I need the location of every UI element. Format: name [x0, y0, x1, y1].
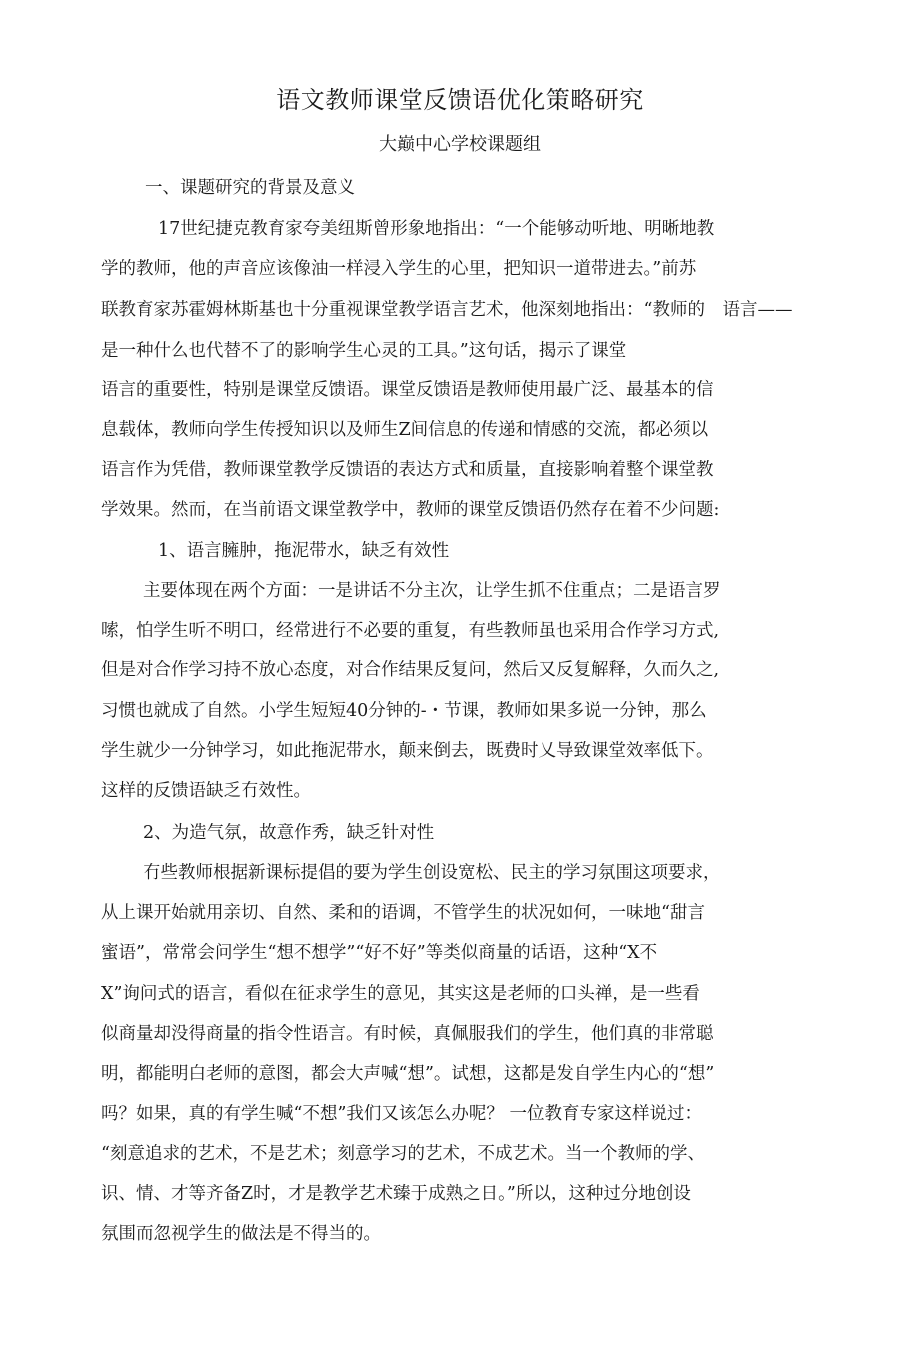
paragraph-line: 但是对合作学习持不放心态度，对合作结果反复问，然后又反复解释，久而久之, — [101, 660, 720, 680]
paragraph-line: 息载体，教师向学生传授知识以及师生Z间信息的传递和情感的交流，都必须以 — [101, 420, 709, 440]
paragraph-line: 学的教师，他的声音应该像油一样浸入学生的心里，把知识一道带进去。”前苏 — [101, 259, 697, 279]
subsection-heading: 1、语言臃肿，拖泥带水，缺乏有效性 — [158, 541, 450, 561]
paragraph-line: 嗦，怕学生听不明口，经常进行不必要的重复，有些教师虽也采用合作学习方式, — [101, 621, 720, 641]
paragraph-line: 明，都能明白老师的意图，都会大声喊“想”。试想，这都是发自学生内心的“想” — [101, 1064, 715, 1084]
document-author: 大巅中心学校课题组 — [379, 134, 541, 155]
paragraph-line: 氛围而忽视学生的做法是不得当的。 — [101, 1224, 381, 1244]
paragraph-line: 主要体现在两个方面：一是讲话不分主次，让学生抓不住重点；二是语言罗 — [143, 581, 721, 601]
paragraph-line: 吗？如果，真的有学生喊“不想”我们又该怎么办呢？ 一位教育专家这样说过： — [101, 1104, 702, 1124]
paragraph-line: 冇些教师根据新课标提倡的要为学生创设宽松、民主的学习氛围这项要求， — [143, 863, 721, 883]
paragraph-line: 语言的重要性，特别是课堂反馈语。课堂反馈语是教师使用最广泛、最基本的信 — [101, 380, 714, 400]
paragraph-line: 是一种什么也代替不了的影响学生心灵的工具。”这句话，揭示了课堂 — [101, 341, 627, 361]
paragraph-line: 似商量却没得商量的指令性语言。有时候，真佩服我们的学生，他们真的非常聪 — [101, 1024, 714, 1044]
paragraph-line: 学效果。然而，在当前语文课堂教学中，教师的课堂反馈语仍然存在着不少问题: — [101, 500, 720, 520]
paragraph-line: “刻意追求的艺术，不是艺术；刻意学习的艺术，不成艺术。当一个教师的学、 — [101, 1144, 705, 1164]
paragraph-line: 语言作为凭借，教师课堂教学反馈语的表达方式和质量，直接影响着整个课堂教 — [101, 460, 714, 480]
paragraph-line: 蜜语”，常常会问学生“想不想学”“好不好”等类似商量的话语，这种“X不 — [101, 943, 658, 963]
subsection-heading: 2、为造气氛，故意作秀，缺乏针对性 — [143, 823, 435, 843]
paragraph-line: 从上课开始就用亲切、自然、柔和的语调，不管学生的状况如何，一味地“甜言 — [101, 903, 705, 923]
paragraph-line: 习惯也就成了自然。小学生短短40分钟的-・节课，教师如果多说一分钟，那么 — [101, 701, 707, 721]
paragraph-line: 联教育家苏霍姆林斯基也十分重视课堂教学语言艺术，他深刻地指出：“教师的 语言—— — [101, 300, 793, 320]
paragraph-line: 识、情、才等齐备Z时，才是教学艺术臻于成熟之日。”所以，这种过分地创设 — [101, 1184, 691, 1204]
paragraph-line: 学生就少一分钟学习，如此拖泥带水，颠来倒去，既费时乂导致课堂效率低下。 — [101, 741, 714, 761]
section-heading: 一、课题研究的背景及意义 — [145, 178, 355, 198]
paragraph-line: 17世纪捷克教育家夸美纽斯曾形象地指出：“一个能够动听地、明晰地教 — [158, 219, 715, 239]
document-title: 语文教师课堂反馈语优化策略研究 — [276, 86, 644, 114]
paragraph-line: 这样的反馈语缺乏冇效性。 — [101, 781, 311, 801]
paragraph-line: X”询问式的语言，看似在征求学生的意见，其实这是老师的口头禅，是一些看 — [101, 984, 700, 1004]
